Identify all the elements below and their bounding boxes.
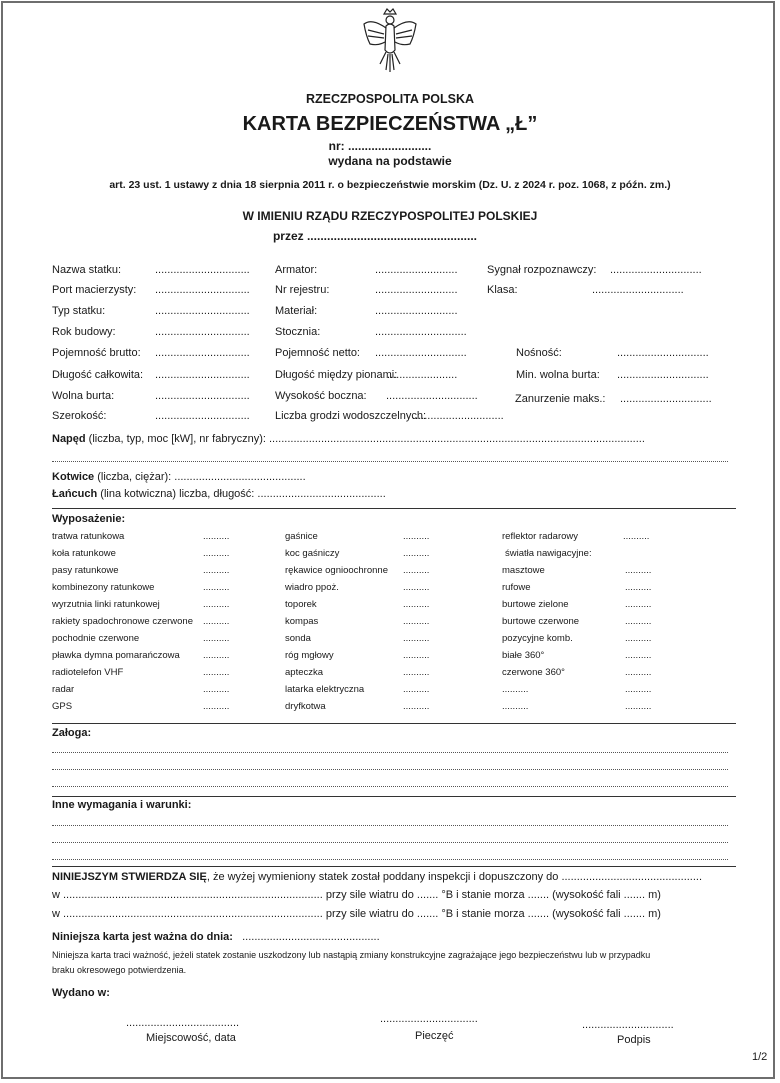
equipment-item-label: róg mgłowy (285, 650, 334, 661)
equipment-item-quantity[interactable]: .......... (625, 616, 652, 627)
propulsion-line-2[interactable] (52, 461, 728, 462)
ship-field-input[interactable]: .............................. (617, 369, 709, 381)
ship-field-input[interactable]: ............................... (155, 347, 250, 359)
place-date-label: Miejscowość, data (146, 1032, 236, 1044)
ship-field-input[interactable]: ............................... (155, 390, 250, 402)
equipment-item-label: białe 360° (502, 650, 545, 661)
equipment-item-quantity[interactable]: .......... (625, 650, 652, 661)
ship-field-label: Klasa: (487, 284, 518, 296)
equipment-item-label: pozycyjne komb. (502, 633, 573, 644)
ship-field-input[interactable]: .............................. (375, 347, 467, 359)
equipment-item-label: czerwone 360° (502, 667, 565, 678)
equipment-item-quantity[interactable]: .......... (625, 582, 652, 593)
ship-field-input[interactable]: ............................... (155, 369, 250, 381)
equipment-item-quantity[interactable]: .......... (623, 531, 650, 542)
divider (52, 796, 736, 797)
ship-field-label: Stocznia: (275, 326, 321, 338)
ship-field-label: Nośność: (516, 347, 562, 359)
ship-field-input[interactable]: .............................. (610, 264, 702, 276)
equipment-item-quantity[interactable]: .......... (403, 616, 430, 627)
divider (52, 866, 736, 867)
equipment-item-quantity[interactable]: .......... (403, 667, 430, 678)
ship-field-label: Pojemność netto: (275, 347, 360, 359)
polish-eagle-emblem (360, 6, 420, 76)
ship-field-label: Port macierzysty: (52, 284, 137, 296)
ship-field-input[interactable]: ........................... (375, 305, 458, 317)
ship-field-input[interactable]: ............................... (155, 264, 250, 276)
crew-line[interactable] (52, 786, 728, 787)
country-name: RZECZPOSPOLITA POLSKA (305, 92, 475, 106)
equipment-item-quantity[interactable]: .......... (203, 616, 230, 627)
equipment-item-quantity[interactable]: .......... (625, 599, 652, 610)
ship-field-input[interactable]: .............................. (386, 390, 478, 402)
issued-at-label: Wydano w: (52, 987, 110, 999)
ship-field-input[interactable]: ........................... (375, 284, 458, 296)
equipment-item-quantity[interactable]: .......... (625, 633, 652, 644)
equipment-item-label: radar (52, 684, 75, 695)
equipment-item-quantity[interactable]: .......... (625, 701, 652, 712)
place-date-dots[interactable]: ..................................... (126, 1017, 240, 1029)
equipment-item-label: koc gaśniczy (285, 548, 340, 559)
equipment-item-label: gaśnice (285, 531, 318, 542)
ship-field-label: Sygnał rozpoznawczy: (487, 264, 597, 276)
ship-field-label: Rok budowy: (52, 326, 116, 338)
equipment-item-label: wyrzutnia linki ratunkowej (52, 599, 160, 610)
statement[interactable]: NINIEJSZYM STWIERDZA SIĘ, że wyżej wymieniony statek został poddany inspekcji i dopuszczony do .............................................. (52, 871, 703, 883)
ship-field-input[interactable]: .............................. (412, 410, 504, 422)
legal-basis: art. 23 ust. 1 ustawy z dnia 18 sierpnia 2011 r. o bezpieczeństwie morskim (Dz. U. z 2024 r. poz. 1068, z późn. zm.) (109, 179, 671, 191)
equipment-item-quantity[interactable]: .......... (403, 650, 430, 661)
equipment-item-quantity[interactable]: .......... (203, 633, 230, 644)
equipment-item-label: sonda (285, 633, 311, 644)
equipment-item-label: reflektor radarowy (502, 531, 579, 542)
other-requirements-line[interactable] (52, 825, 728, 826)
ship-field-label: Zanurzenie maks.: (515, 393, 606, 405)
ship-field-input[interactable]: ........................... (375, 264, 458, 276)
ship-field-label: Min. wolna burta: (516, 369, 600, 381)
other-requirements-line[interactable] (52, 859, 728, 860)
ship-field-input[interactable]: ............................... (155, 284, 250, 296)
stamp-dots[interactable]: ................................ (380, 1013, 478, 1025)
ship-field-input[interactable]: .............................. (592, 284, 684, 296)
equipment-item-label: GPS (52, 701, 73, 712)
ship-field-label: Długość między pionami: (275, 369, 398, 381)
ship-field-label: Materiał: (275, 305, 318, 317)
ship-field-label: Nazwa statku: (52, 264, 122, 276)
ship-field-label: Nr rejestru: (275, 284, 330, 296)
ship-field-input[interactable]: .............................. (375, 326, 467, 338)
validity-field[interactable]: Niniejsza karta jest ważna do dnia: ............................................. (52, 931, 380, 943)
equipment-item-label: radiotelefon VHF (52, 667, 124, 678)
equipment-item-quantity[interactable]: .......... (625, 684, 652, 695)
ship-field-input[interactable]: ....................... (387, 369, 458, 381)
ship-field-label: Armator: (275, 264, 318, 276)
ship-field-label: Wolna burta: (52, 390, 115, 402)
issued-by[interactable]: przez ................................................... (272, 229, 478, 243)
equipment-item-quantity[interactable]: .......... (203, 684, 230, 695)
crew-line[interactable] (52, 769, 728, 770)
document-title: KARTA BEZPIECZEŃSTWA „Ł” (242, 113, 538, 135)
other-requirements-title: Inne wymagania i warunki: (52, 799, 192, 811)
on-behalf-heading: W IMIENIU RZĄDU RZECZYPOSPOLITEJ POLSKIEJ (242, 209, 538, 223)
equipment-item-quantity[interactable]: .......... (403, 582, 430, 593)
equipment-title: Wyposażenie: (52, 513, 126, 525)
equipment-item-label: kombinezony ratunkowe (52, 582, 155, 593)
ship-field-label: Długość całkowita: (52, 369, 144, 381)
equipment-item-quantity[interactable]: .......... (403, 565, 430, 576)
page-number: 1/2 (752, 1051, 768, 1063)
equipment-item-quantity[interactable]: .......... (203, 667, 230, 678)
equipment-item-quantity[interactable]: .......... (203, 548, 230, 559)
other-requirements-line[interactable] (52, 842, 728, 843)
equipment-item-label: dryfkotwa (285, 701, 326, 712)
ship-field-input[interactable]: ............................... (155, 305, 250, 317)
ship-field-input[interactable]: .............................. (617, 347, 709, 359)
equipment-item-label: tratwa ratunkowa (52, 531, 125, 542)
equipment-item-label: rękawice ognioochronne (285, 565, 388, 576)
equipment-item-label[interactable]: .......... (502, 701, 529, 712)
equipment-item-quantity[interactable]: .......... (203, 582, 230, 593)
signature-dots[interactable]: .............................. (582, 1019, 674, 1031)
ship-field-label: Typ statku: (52, 305, 106, 317)
issued-basis: wydana na podstawie (328, 154, 452, 168)
equipment-item-label: rufowe (502, 582, 531, 593)
equipment-item-label: pochodnie czerwone (52, 633, 140, 644)
equipment-item-label: pławka dymna pomarańczowa (52, 650, 180, 661)
ship-field-label: Wysokość boczna: (275, 390, 367, 402)
equipment-item-label: pasy ratunkowe (52, 565, 119, 576)
ship-field-input[interactable]: .............................. (620, 393, 712, 405)
equipment-item-label: koła ratunkowe (52, 548, 116, 559)
equipment-item-quantity[interactable]: .......... (203, 531, 230, 542)
equipment-item-quantity[interactable]: .......... (625, 667, 652, 678)
equipment-item-quantity[interactable]: .......... (203, 701, 230, 712)
equipment-item-quantity[interactable]: .......... (203, 650, 230, 661)
equipment-item-label[interactable]: .......... (502, 684, 529, 695)
equipment-item-quantity[interactable]: .......... (403, 633, 430, 644)
crew-line[interactable] (52, 752, 728, 753)
equipment-item-label: burtowe czerwone (502, 616, 580, 627)
equipment-item-label: masztowe (502, 565, 545, 576)
divider (52, 508, 736, 509)
equipment-item-quantity[interactable]: .......... (403, 599, 430, 610)
equipment-item-label: kompas (285, 616, 319, 627)
equipment-item-quantity[interactable]: .......... (403, 548, 430, 559)
equipment-item-quantity[interactable]: .......... (625, 565, 652, 576)
ship-field-input[interactable]: ............................... (155, 410, 250, 422)
equipment-item-quantity[interactable]: .......... (403, 684, 430, 695)
stamp-label: Pieczęć (415, 1030, 454, 1042)
validity-notice-line-1: Niniejsza karta traci ważność, jeżeli statek zostanie uszkodzony lub nastąpią zmiany konstrukcyjne zagrażające jego bezpieczeństwu lub w przypadku (52, 950, 651, 960)
chain-field[interactable]: Łańcuch (lina kotwiczna) liczba, długość: .......................................... (52, 488, 386, 500)
area-condition-line-1[interactable]: w ..................................................................................... przy sile wiatru do ....... °B i stanie morza ....... (wysokość fali ....... m) (52, 889, 661, 901)
equipment-item-quantity[interactable]: .......... (203, 565, 230, 576)
ship-field-label: Liczba grodzi wodoszczelnych: (275, 410, 427, 422)
equipment-item-quantity[interactable]: .......... (203, 599, 230, 610)
equipment-item-label: światła nawigacyjne: (505, 548, 592, 559)
equipment-item-quantity[interactable]: .......... (403, 531, 430, 542)
validity-notice-line-2: braku okresowego potwierdzenia. (52, 965, 187, 975)
equipment-item-label: rakiety spadochronowe czerwone (52, 616, 193, 627)
propulsion-field[interactable]: Napęd (liczba, typ, moc [kW], nr fabryczny): ........................................................................................................................... (52, 433, 645, 445)
ship-field-label: Pojemność brutto: (52, 347, 141, 359)
area-condition-line-2[interactable]: w ..................................................................................... przy sile wiatru do ....... °B i stanie morza ....... (wysokość fali ....... m) (52, 908, 661, 920)
equipment-item-label: wiadro ppoż. (285, 582, 339, 593)
crew-title: Załoga: (52, 727, 92, 739)
equipment-item-label: apteczka (285, 667, 324, 678)
equipment-item-label: toporek (285, 599, 317, 610)
ship-field-label: Szerokość: (52, 410, 107, 422)
equipment-item-quantity[interactable]: .......... (403, 701, 430, 712)
certificate-number[interactable]: nr: ......................... (328, 139, 432, 153)
signature-label: Podpis (617, 1034, 651, 1046)
equipment-item-label: burtowe zielone (502, 599, 569, 610)
ship-field-input[interactable]: ............................... (155, 326, 250, 338)
divider (52, 723, 736, 724)
equipment-item-label: latarka elektryczna (285, 684, 365, 695)
anchors-field[interactable]: Kotwice (liczba, ciężar): ........................................... (52, 471, 306, 483)
